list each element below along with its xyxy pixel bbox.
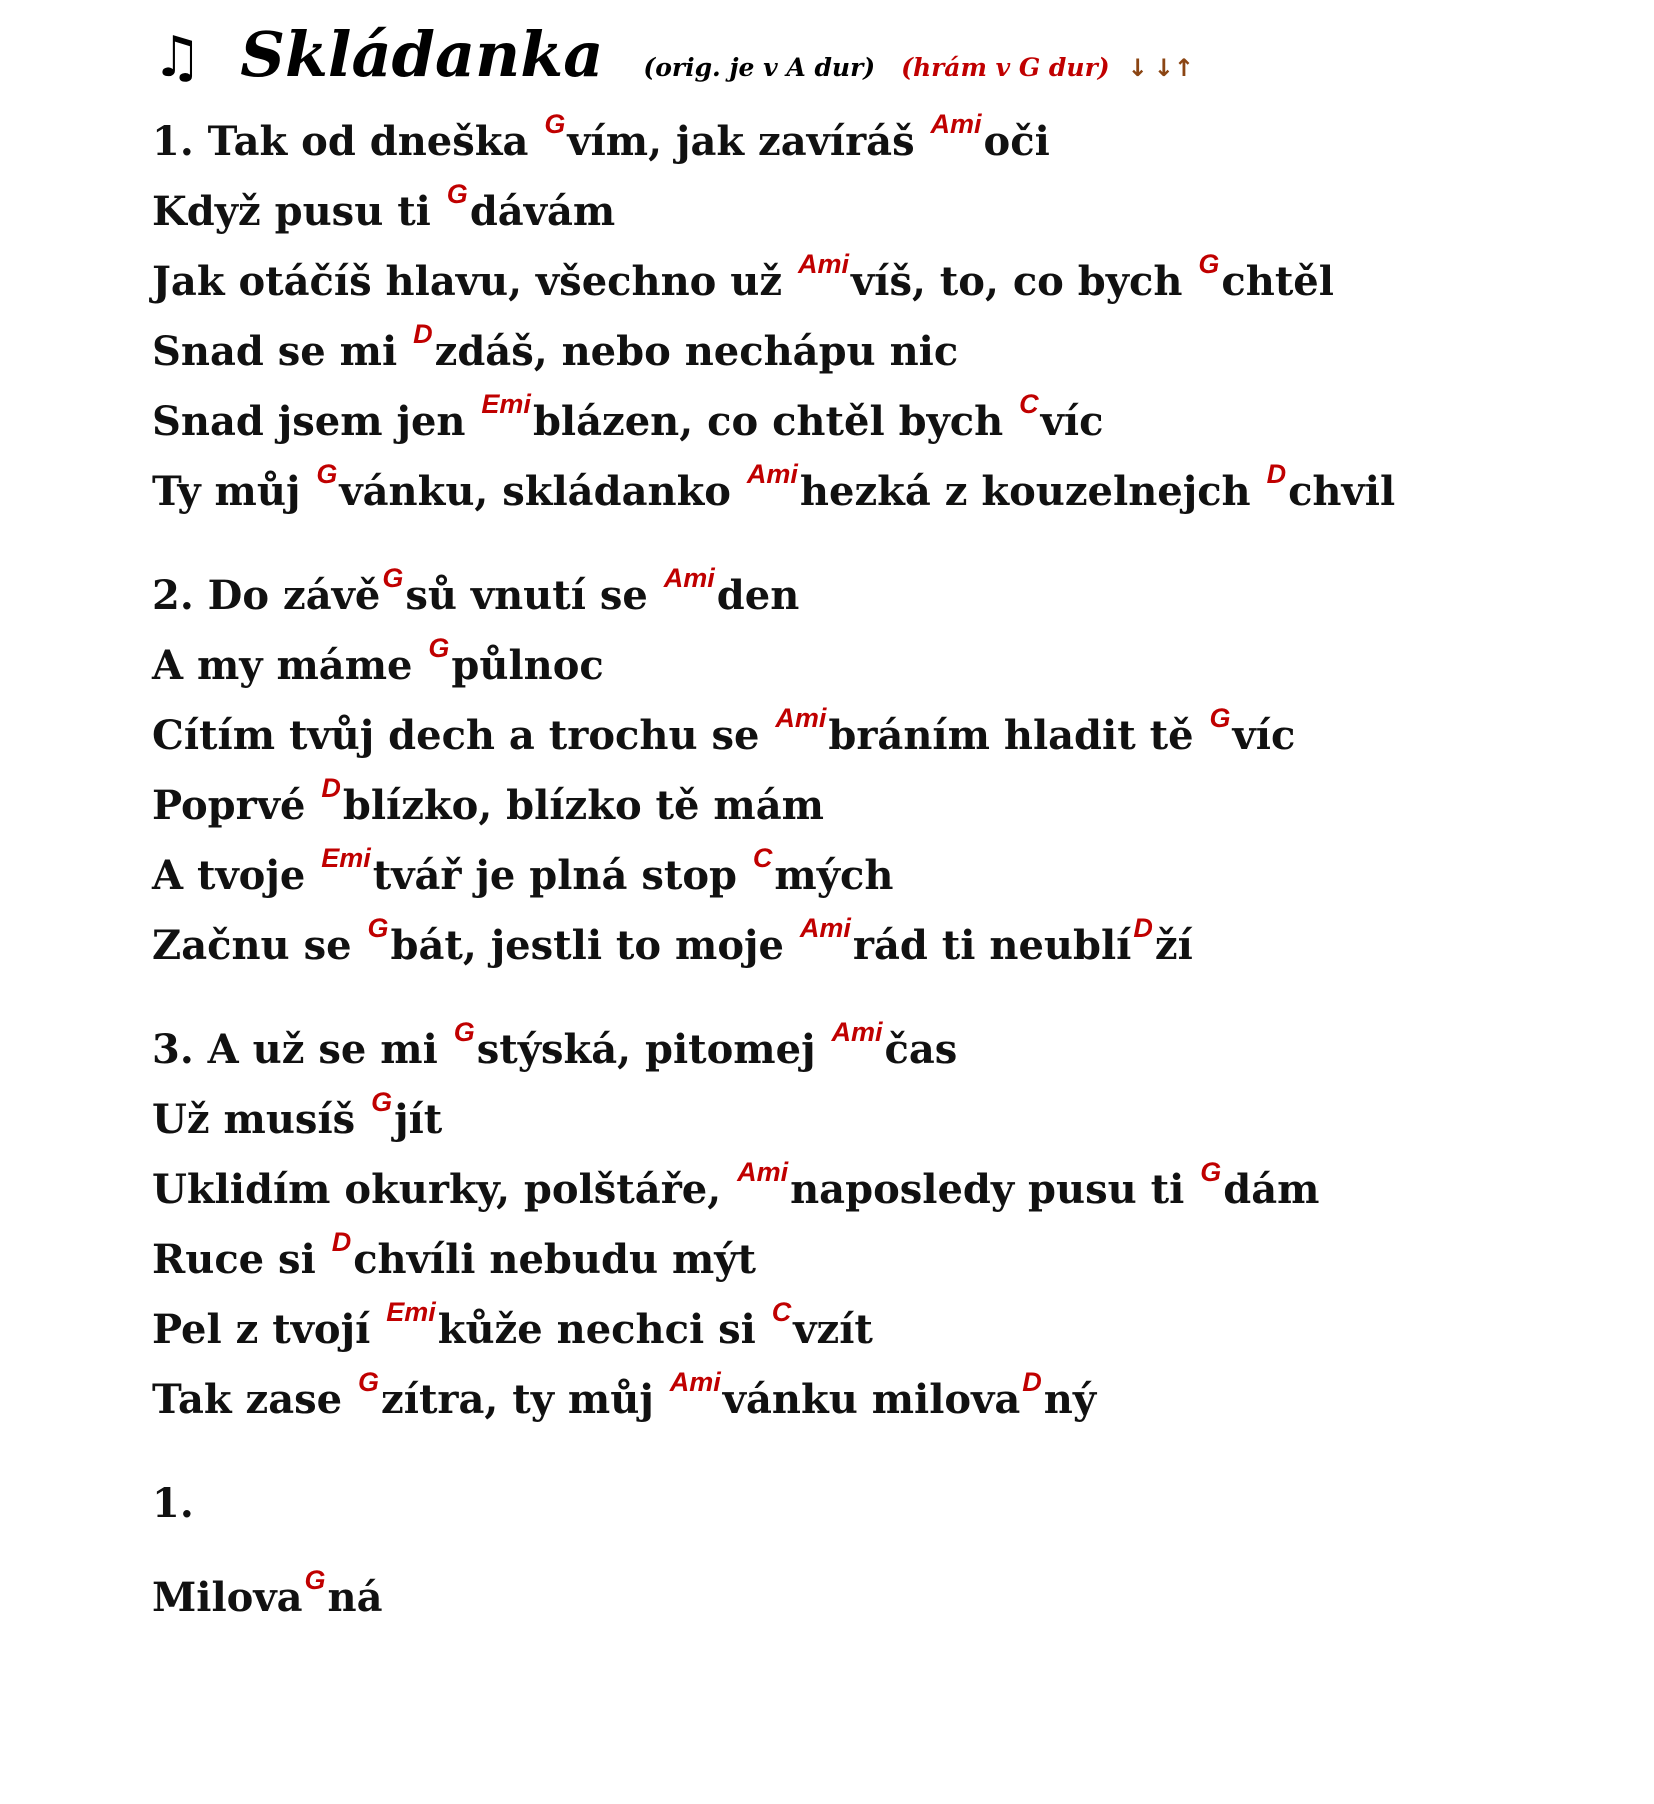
music-note-icon: ♫ [152,25,203,90]
lyric-text: víš, to, co bych [851,258,1197,305]
lyric-text: Už musíš [152,1096,370,1143]
lyric-text: chvil [1288,468,1396,515]
lyric-line [152,1565,383,1621]
lyric-text: dám [1223,1166,1320,1213]
lyric-text: sů vnutí se [405,572,662,619]
lyric-text: bráním hladit tě [828,712,1208,759]
chord-label: G [371,1087,393,1117]
lyric-text: 2. Do závě [152,572,381,619]
lyric-text: Snad se mi [152,328,412,375]
lyric-text: vánku milova [722,1376,1021,1423]
chord-label: Ami [746,459,798,489]
lyric-text: Ty můj [152,468,315,515]
chord-label: C [771,1297,792,1327]
chord-label: D [1022,1367,1042,1397]
chord-label: G [367,913,389,943]
chord-label: Emi [481,389,531,419]
lyric-text: Cítím tvůj dech a trochu se [152,712,774,759]
lyric-text: Snad jsem jen [152,398,480,445]
chord-label: Ami [831,1017,883,1047]
lyric-line [152,1480,194,1527]
lyric-line [152,843,894,899]
lyric-text: Když pusu ti [152,188,445,235]
lyric-text: víc [1040,398,1104,445]
chord-label: G [1198,249,1220,279]
lyric-text: A tvoje [152,852,320,899]
chord-label: Ami [930,109,982,139]
chord-label: Emi [386,1297,436,1327]
chord-label: G [1200,1157,1222,1187]
lyric-line [152,1367,1097,1423]
chord-label: G [453,1017,475,1047]
lyric-text: rád ti neublí [852,922,1132,969]
lyric-text: A my máme [152,642,427,689]
lyric-text: 1. Tak od dneška [152,118,543,165]
lyric-text: naposledy pusu ti [790,1166,1199,1213]
chord-label: G [446,179,468,209]
chord-label: Ami [669,1367,721,1397]
lyric-line [152,109,1050,165]
lyric-line [152,319,959,375]
lyric-text: vánku, skládanko [339,468,745,515]
lyric-text: víc [1232,712,1296,759]
chord-label: C [1019,389,1039,419]
chord-label: G [544,109,566,139]
chord-label: Emi [321,843,371,873]
lyric-text: Uklidím okurky, polštáře, [152,1166,736,1213]
transpose-down-icon[interactable]: ↓ [1127,54,1148,82]
lyric-line [152,563,800,619]
lyric-text: kůže nechci si [437,1306,770,1353]
lyric-line [152,1017,958,1073]
lyric-text: Pel z tvojí [152,1306,385,1353]
transpose-up-down-icon[interactable]: ↓↑ [1153,54,1194,82]
lyric-line [152,1227,756,1283]
played-key-note: (hrám v G dur) [901,53,1110,82]
lyric-text: čas [884,1026,958,1073]
lyric-text: ný [1043,1376,1097,1423]
lyric-text: Poprvé [152,782,320,829]
chord-label: G [428,633,450,663]
lyric-line [152,1157,1320,1213]
chord-label: G [1209,703,1231,733]
lyric-text: zdáš, nebo nechápu nic [434,328,959,375]
lyric-text: vzít [793,1306,873,1353]
lyric-text: Jak otáčíš hlavu, všechno už [152,258,796,305]
lyric-text: Milova [152,1574,303,1621]
lyric-text: Ruce si [152,1236,330,1283]
lyric-text: zítra, ty můj [381,1376,668,1423]
chord-label: G [358,1367,380,1397]
lyric-line [152,1087,443,1143]
lyric-text: Tak zase [152,1376,357,1423]
lyric-line [152,249,1334,305]
chord-label: G [304,1565,326,1595]
chord-label: D [1266,459,1287,489]
lyric-text: mých [774,852,894,899]
chord-label: G [316,459,338,489]
lyric-line [152,633,604,689]
lyric-text: bát, jestli to moje [390,922,798,969]
lyric-text: hezká z kouzelnejch [799,468,1265,515]
lyric-text: oči [983,118,1050,165]
lyric-text: blázen, co chtěl bych [532,398,1018,445]
chord-label: C [752,843,773,873]
lyric-text: den [716,572,800,619]
lyric-text: tvář je plná stop [372,852,751,899]
lyric-text: stýská, pitomej [476,1026,830,1073]
lyric-line [152,773,824,829]
lyric-line [152,389,1104,445]
chord-label: G [382,563,404,593]
lyric-text: chtěl [1221,258,1334,305]
chord-label: D [1133,913,1153,943]
lyric-text: 1. [152,1480,194,1527]
lyric-text: ží [1154,922,1193,969]
original-key-note: (orig. je v A dur) [643,53,876,82]
chord-label: Ami [737,1157,789,1187]
song-title: Skládanka [240,18,604,91]
lyric-text: půlnoc [451,642,604,689]
chord-label: Ami [797,249,849,279]
lyric-line [152,459,1396,515]
chord-label: D [321,773,341,803]
chord-label: Ami [799,913,851,943]
chord-label: Ami [663,563,715,593]
lyric-text: 3. A už se mi [152,1026,452,1073]
chord-label: D [413,319,433,349]
chord-label: Ami [775,703,827,733]
lyric-line [152,913,1193,969]
lyric-text: dávám [469,188,616,235]
chord-label: D [331,1227,352,1257]
lyric-line [152,179,616,235]
lyric-text: chvíli nebudu mýt [353,1236,756,1283]
song-header [152,18,1200,98]
lyric-text: jít [394,1096,443,1143]
lyric-text: ná [327,1574,383,1621]
lyric-text: vím, jak zavíráš [567,118,929,165]
lyric-line [152,1297,873,1353]
lyric-line [152,703,1296,759]
lyric-text: Začnu se [152,922,366,969]
lyric-text: blízko, blízko tě mám [342,782,824,829]
